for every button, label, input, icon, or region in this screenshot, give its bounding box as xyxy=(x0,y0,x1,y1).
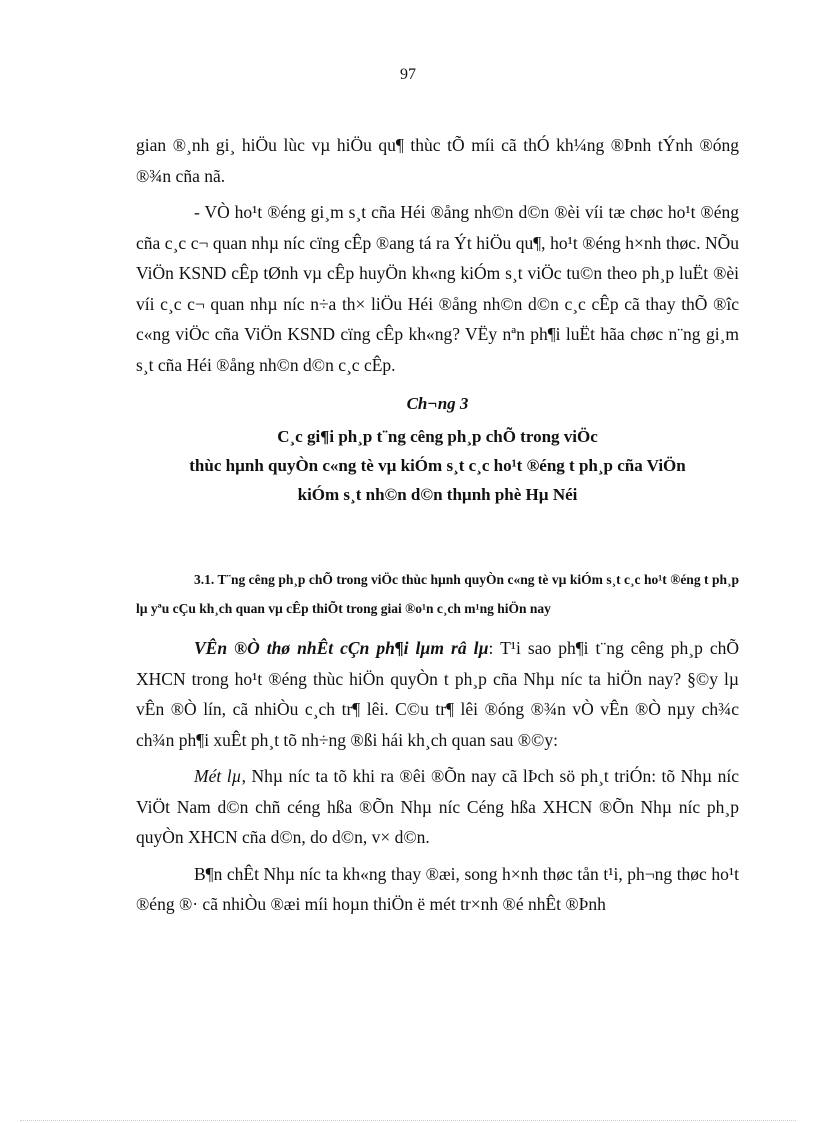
paragraph-nature: B¶n chÊt Nhµ níc ta kh«ng thay ®æi, song h×nh thøc tån t¹i, ph¬ng thøc ho¹t ®éng ®· cã nhiÒu ®æi míi hoµn thiÖn ë mét tr×nh ®é nhÊt ®Þnh xyxy=(136,863,739,914)
chapter-title-line-2: thùc hµnh quyÒn c«ng tè vµ kiÓm s¸t c¸c ho¹t ®éng t ph¸p cña ViÖn xyxy=(189,456,686,475)
chapter-label: Ch¬ng 3 xyxy=(406,394,469,413)
one-lead: Mét lµ xyxy=(194,766,242,786)
chapter-title-line-1: C¸c gi¶i ph¸p t¨ng cêng ph¸p chÕ trong viÖc xyxy=(277,427,598,446)
first-issue-lead: VÊn ®Ò thø nhÊt cÇn ph¶i lµm râ lµ xyxy=(194,638,489,658)
paragraph-first-issue xyxy=(136,633,739,755)
paragraph-one xyxy=(136,761,739,853)
section-heading: 3.1. T¨ng cêng ph¸p chÕ trong viÖc thùc hµnh quyÒn c«ng tè vµ kiÓm s¸t c¸c ho¹t ®éng t ph¸p lµ yªu cÇu kh¸ch quan vµ cÊp thiÕt trong giai ®o¹n c¸ch m¹ng hiÖn nay xyxy=(136,572,739,616)
page-bottom-divider xyxy=(20,1120,796,1121)
paragraph-supervision: - VÒ ho¹t ®éng gi¸m s¸t cña Héi ®ång nh©n d©n ®èi víi tæ chøc ho¹t ®éng cña c¸c c¬ quan nhµ níc cïng cÊp ®ang tá ra Ýt hiÖu qu¶, ho¹t ®éng h×nh thøc. NÕu ViÖn KSND cÊp tØnh vµ cÊp huyÖn kh«ng kiÓm s¸t viÖc tu©n theo ph¸p luËt ®èi víi c¸c c¬ quan nhµ níc n÷a th× liÖu Héi ®ång nh©n d©n c¸c cÊp cã thay thÕ ®îc c«ng viÖc cña ViÖn KSND cïng cÊp kh«ng? VËy nªn ph¶i luËt hãa chøc n¨ng gi¸m s¸t cña Héi ®ång nh©n d©n c¸c cÊp. xyxy=(136,202,739,375)
chapter-title xyxy=(136,422,739,509)
page-body xyxy=(136,130,739,926)
first-issue-text: : T¹i sao ph¶i t¨ng cêng ph¸p chÕ XHCN trong ho¹t ®éng thùc hiÖn quyÒn t ph¸p cña Nhµ níc ta hiÖn nay? §©y lµ vÊn ®Ò lín, cã nhiÒu c¸ch tr¶ lêi. C©u tr¶ lêi ®óng ®¾n vÒ vÊn ®Ò nµy ch¾c ch¾n ph¶i xuÊt ph¸t tõ nh÷ng ®ßi hái kh¸ch quan sau ®©y: xyxy=(136,638,740,750)
one-text: , Nhµ níc ta tõ khi ra ®êi ®Õn nay cã lÞch sö ph¸t triÓn: tõ Nhµ níc ViÖt Nam d©n chñ céng hßa ®Õn Nhµ níc Céng hßa XHCN ®Õn Nhµ níc ph¸p quyÒn XHCN cña d©n, do d©n, v× d©n. xyxy=(136,766,739,847)
chapter-title-line-3: kiÓm s¸t nh©n d©n thµnh phè Hµ Néi xyxy=(297,485,578,504)
paragraph-continued: gian ®¸nh gi¸ hiÖu lùc vµ hiÖu qu¶ thùc tÕ míi cã thÓ kh¼ng ®Þnh tÝnh ®óng ®¾n cña nã. xyxy=(136,135,739,186)
page-number: 97 xyxy=(400,66,416,83)
